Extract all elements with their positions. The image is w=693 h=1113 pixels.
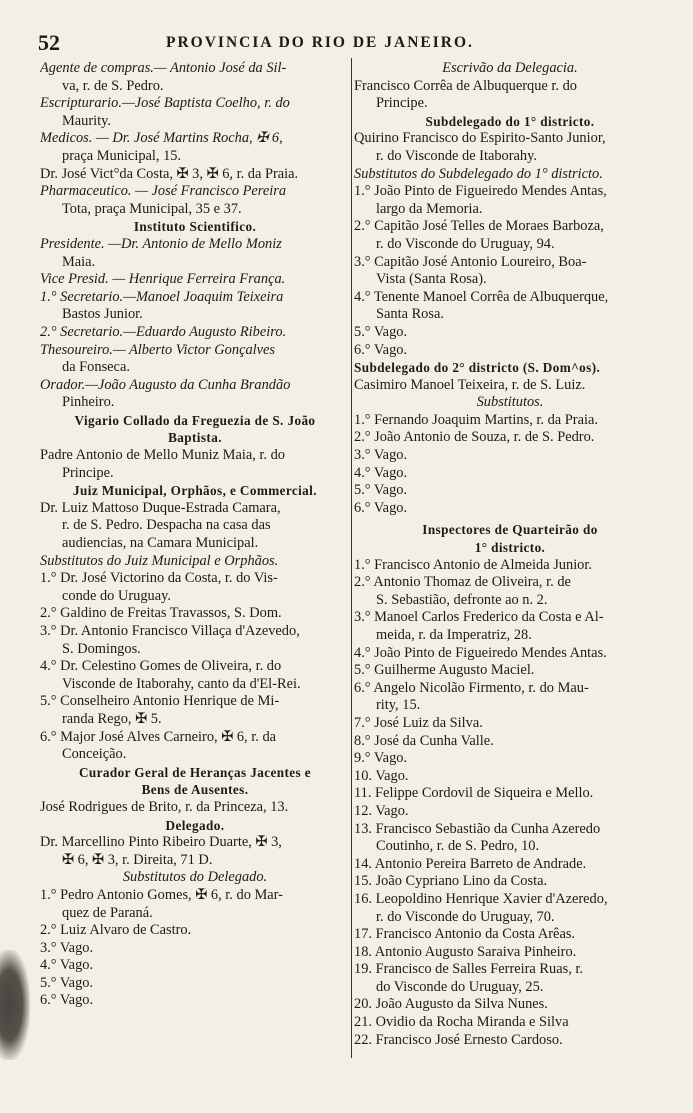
left-column-line: conde do Uruguay. [62,587,171,604]
right-column-line: 6.° Angelo Nicolão Firmento, r. do Mau- [354,679,589,696]
right-column-line: 5.° Vago. [354,323,408,340]
right-column-line: 14. Antonio Pereira Barreto de Andrade. [354,855,587,872]
left-column-line: 2.° Luiz Alvaro de Castro. [40,922,192,939]
right-column-line: 10. Vago. [354,767,409,784]
right-column-line: Substitutos. [476,394,544,411]
right-column-line: 5.° Vago. [354,482,408,499]
right-column-line: r. do Visconde do Uruguay, 94. [376,235,555,252]
right-column-line: 6.° Vago. [354,499,408,516]
left-column-line: Vigario Collado da Freguezia de S. João [74,412,316,428]
left-column-line: Medicos. — Dr. José Martins Rocha, ✠ 6, [40,130,283,147]
right-column-line: Vista (Santa Rosa). [376,271,487,288]
right-column-line: 17. Francisco Antonio da Costa Arêas. [354,926,576,943]
left-column-line: José Rodrigues de Brito, r. da Princeza, 13. [40,798,289,815]
right-column-line: Inspectores de Quarteirão do [422,522,598,538]
left-column-line: Padre Antonio de Mello Muniz Maia, r. do [40,447,286,464]
right-column-line: 1° districto. [474,540,546,556]
right-column-line: Escrivão da Delegacia. [442,60,578,76]
column-divider [351,58,352,1058]
right-column-line: Coutinho, r. de S. Pedro, 10. [376,838,540,855]
left-column-line: 2.° Secretario.—Eduardo Augusto Ribeiro. [40,323,287,340]
page-header [38,30,678,56]
right-column-line: 22. Francisco José Ernesto Cardoso. [354,1031,563,1048]
left-column-line: r. de S. Pedro. Despacha na casa das [62,517,271,534]
left-column-line: da Fonseca. [62,359,130,376]
ink-blot [0,950,30,1060]
left-column-line: 5.° Conselheiro Antonio Henrique de Mi- [40,693,280,710]
right-column-line: 2.° Capitão José Telles de Moraes Barboza, [354,218,604,235]
right-column-line: 1.° Fernando Joaquim Martins, r. da Praia. [354,411,598,428]
right-column-line: Substitutos do Subdelegado do 1° districto. [354,165,603,182]
left-column-line: Vice Presid. — Henrique Ferreira França. [40,271,286,288]
left-column-line: Curador Geral de Heranças Jacentes e [78,764,312,780]
left-column-line: Conceição. [62,746,127,763]
right-column-line: 4.° João Pinto de Figueiredo Mendes Antas. [354,644,607,661]
left-column-line: 2.° Galdino de Freitas Travassos, S. Dom. [40,605,282,622]
right-column-line: 19. Francisco de Salles Ferreira Ruas, r. [354,961,583,978]
right-column-line: 18. Antonio Augusto Saraiva Pinheiro. [354,943,577,960]
right-column-line: rity, 15. [376,697,421,714]
left-column-line: Presidente. —Dr. Antonio de Mello Moniz [40,235,282,252]
right-column [354,60,666,1049]
left-column-line: 3.° Dr. Antonio Francisco Villaça d'Azevedo, [40,623,300,639]
left-column-line: 5.° Vago. [40,974,94,991]
right-column-line: 8.° José da Cunha Valle. [354,732,494,749]
left-column-line: S. Domingos. [62,640,141,657]
left-column-line: quez de Paraná. [62,904,153,921]
page-number: 52 [38,30,60,55]
right-column-line: 7.° José Luiz da Silva. [354,714,483,731]
right-column-line: largo da Memoria. [376,200,483,217]
right-column-line: 12. Vago. [354,802,409,819]
left-column-line: Delegado. [165,817,225,833]
right-column-line: 5.° Guilherme Augusto Maciel. [354,662,535,679]
right-column-line: 16. Leopoldino Henrique Xavier d'Azeredo, [354,890,608,907]
left-column-line: Agente de compras.— Antonio José da Sil- [40,60,287,76]
left-column-line: 6.° Major José Alves Carneiro, ✠ 6, r. da [40,728,277,745]
right-column-line: 13. Francisco Sebastião da Cunha Azeredo [354,820,601,837]
right-column-line: 15. João Cypriano Lino da Costa. [354,873,548,890]
right-column-line: 1.° João Pinto de Figueiredo Mendes Antas, [354,183,607,200]
right-column-line: r. do Visconde do Uruguay, 70. [376,908,555,925]
left-column-line: 1.° Secretario.—Manoel Joaquim Teixeira [40,288,284,305]
left-column-line: 1.° Pedro Antonio Gomes, ✠ 6, r. do Mar- [40,886,283,903]
right-column-line: Subdelegado do 1° districto. [425,113,595,129]
left-column-line: Maia. [62,253,96,270]
right-column-line: 6.° Vago. [354,341,408,358]
right-column-line: 3.° Manoel Carlos Frederico da Costa e Al- [354,609,604,626]
right-column-line: do Visconde do Uruguay, 25. [376,978,544,995]
right-column-line: 20. João Augusto da Silva Nunes. [354,996,548,1013]
left-column-line: 4.° Vago. [40,957,94,974]
right-column-line: 9.° Vago. [354,750,408,767]
left-column-line: Dr. José Vict°da Costa, ✠ 3, ✠ 6, r. da Praia. [40,165,299,182]
left-column-line: Juiz Municipal, Orphãos, e Commercial. [73,483,317,499]
right-column-line: 2.° Antonio Thomaz de Oliveira, r. de [354,574,571,591]
left-column-line: Thesoureiro.— Alberto Victor Gonçalves [40,341,276,358]
left-column [40,60,350,1010]
right-column-line: 2.° João Antonio de Souza, r. de S. Pedro. [354,429,595,446]
left-column-line: Maurity. [62,112,112,129]
left-column-line: Substitutos do Juiz Municipal e Orphãos. [40,552,279,569]
right-column-line: 3.° Capitão José Antonio Loureiro, Boa- [354,253,587,270]
left-column-line: Escripturario.—José Baptista Coelho, r. do [40,95,290,112]
right-column-line: Principe. [376,95,428,112]
right-column-line: Casimiro Manoel Teixeira, r. de S. Luiz. [354,376,586,393]
left-column-line: Visconde de Itaborahy, canto da d'El-Rei. [62,675,301,692]
right-column-line: Francisco Corrêa de Albuquerque r. do [354,77,577,94]
left-column-line: Principe. [62,464,114,481]
right-column-line: meida, r. da Imperatriz, 28. [376,627,532,643]
left-column-line: Dr. Luiz Mattoso Duque-Estrada Camara, [40,499,281,516]
right-column-line: 4.° Tenente Manoel Corrêa de Albuquerque, [354,288,609,305]
right-column-line: 21. Ovidio da Rocha Miranda e Silva [354,1014,569,1031]
right-column-line: 1.° Francisco Antonio de Almeida Junior. [354,556,592,573]
left-column-line: audiencias, na Camara Municipal. [62,535,259,552]
left-column-line: randa Rego, ✠ 5. [62,710,162,727]
right-column-line: Santa Rosa. [376,306,444,323]
left-column-line: Baptista. [168,430,222,446]
right-column-line: S. Sebastião, defronte ao n. 2. [376,591,548,608]
left-column-line: va, r. de S. Pedro. [62,77,164,94]
left-column-line: 3.° Vago. [40,939,94,956]
left-column-line: 6.° Vago. [40,992,94,1009]
page-title: PROVINCIA DO RIO DE JANEIRO. [166,34,474,51]
left-column-line: Bens de Ausentes. [141,782,249,798]
right-column-line: 3.° Vago. [354,447,408,464]
left-column-line: Bastos Junior. [62,306,143,323]
right-column-line: 4.° Vago. [354,464,408,481]
left-column-line: Dr. Marcellino Pinto Ribeiro Duarte, ✠ 3, [40,834,282,851]
right-column-line: 11. Felippe Cordovil de Siqueira e Mello. [354,785,594,802]
right-column-line: Quirino Francisco do Espirito-Santo Junior, [354,130,606,147]
left-column-line: Substitutos do Delegado. [122,869,268,886]
right-column-line: r. do Visconde de Itaborahy. [376,147,537,164]
left-column-line: 1.° Dr. José Victorino da Costa, r. do Vis- [40,570,278,587]
left-column-line: praça Municipal, 15. [62,147,182,164]
left-column-line: Instituto Scientifico. [133,219,257,235]
left-column-line: Tota, praça Municipal, 35 e 37. [62,200,242,217]
right-column-line: Subdelegado do 2° districto (S. Dom^os). [354,360,601,376]
left-column-line: ✠ 6, ✠ 3, r. Direita, 71 D. [62,851,213,868]
left-column-line: Orador.—João Augusto da Cunha Brandão [40,376,291,393]
left-column-line: Pharmaceutico. — José Francisco Pereira [40,183,287,200]
left-column-line: 4.° Dr. Celestino Gomes de Oliveira, r. do [40,658,282,675]
left-column-line: Pinheiro. [62,394,115,411]
